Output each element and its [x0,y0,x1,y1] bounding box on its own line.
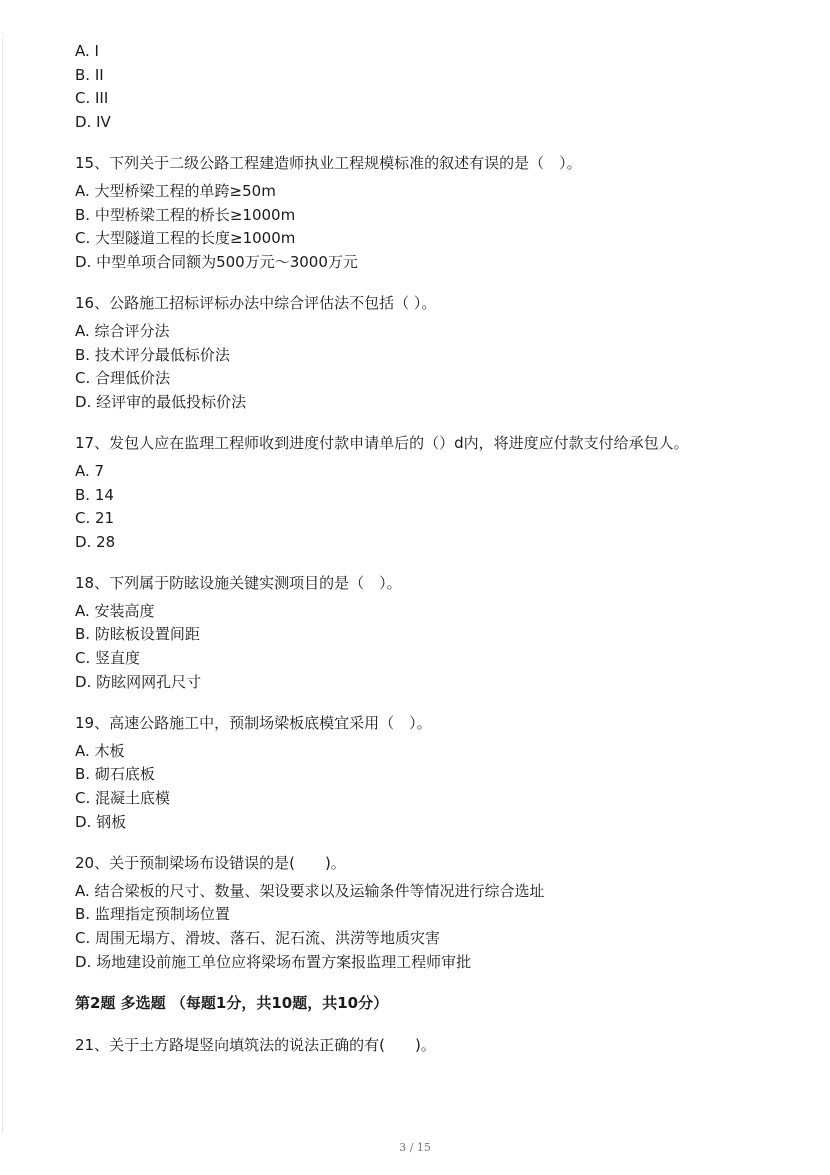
option-b: B. 中型桥梁工程的桥长≥1000m [75,205,296,224]
option-a: A. 结合梁板的尺寸、数量、架设要求以及运输条件等情况进行综合选址 [75,881,545,900]
option-a: A. 综合评分法 [75,321,170,340]
option-c: C. III [75,89,109,108]
option-a: A. 7 [75,461,105,480]
option-d: D. 防眩网网孔尺寸 [75,672,202,691]
question-21 [75,1034,775,1058]
prev-question-options [75,40,775,134]
section-title-multiple-choice: 第2题 多选题 （每题1分，共10题，共10分） [75,994,389,1013]
option-a: A. 大型桥梁工程的单跨≥50m [75,181,276,200]
page-number: 3 / 15 [399,1141,431,1154]
option-b: B. 技术评分最低标价法 [75,345,230,364]
option-c: C. 合理低价法 [75,369,171,388]
question-stem: 20、关于预制梁场布设错误的是( )。 [75,854,346,873]
option-b: B. 防眩板设置间距 [75,625,200,644]
question-20 [75,852,775,974]
question-stem: 17、发包人应在监理工程师收到进度付款申请单后的（）d内，将进度应付款支付给承包人。 [75,434,689,453]
option-c: C. 竖直度 [75,649,141,668]
question-stem: 18、下列属于防眩设施关键实测项目的是（ ）。 [75,574,402,593]
question-stem: 19、高速公路施工中，预制场梁板底模宜采用（ ）。 [75,714,432,733]
option-d: D. 经评审的最低投标价法 [75,392,247,411]
option-c: C. 21 [75,509,115,528]
option-a: A. I [75,42,99,60]
question-17 [75,432,775,554]
option-c: C. 大型隧道工程的长度≥1000m [75,229,296,248]
option-a: A. 安装高度 [75,601,155,620]
option-c: C. 混凝土底模 [75,789,171,808]
option-d: D. 钢板 [75,812,127,831]
option-b: B. II [75,65,104,84]
option-b: B. 监理指定预制场位置 [75,905,230,924]
option-b: B. 14 [75,485,114,504]
option-d: D. 中型单项合同额为500万元～3000万元 [75,252,358,271]
question-stem: 21、关于土方路堤竖向填筑法的说法正确的有( )。 [75,1035,436,1054]
question-stem: 15、下列关于二级公路工程建造师执业工程规模标准的叙述有误的是（ ）。 [75,154,582,173]
option-d: D. IV [75,112,111,131]
question-stem: 16、公路施工招标评标办法中综合评估法不包括（ ）。 [75,294,437,313]
option-b: B. 砌石底板 [75,765,155,784]
question-19 [75,712,775,834]
page-left-border [2,38,3,1133]
question-15 [75,152,775,274]
question-16 [75,292,775,414]
question-18 [75,572,775,694]
document-content [75,40,775,1075]
option-a: A. 木板 [75,741,125,760]
option-d: D. 场地建设前施工单位应将梁场布置方案报监理工程师审批 [75,952,472,971]
option-c: C. 周围无塌方、滑坡、落石、泥石流、洪涝等地质灾害 [75,929,441,947]
option-d: D. 28 [75,532,116,551]
